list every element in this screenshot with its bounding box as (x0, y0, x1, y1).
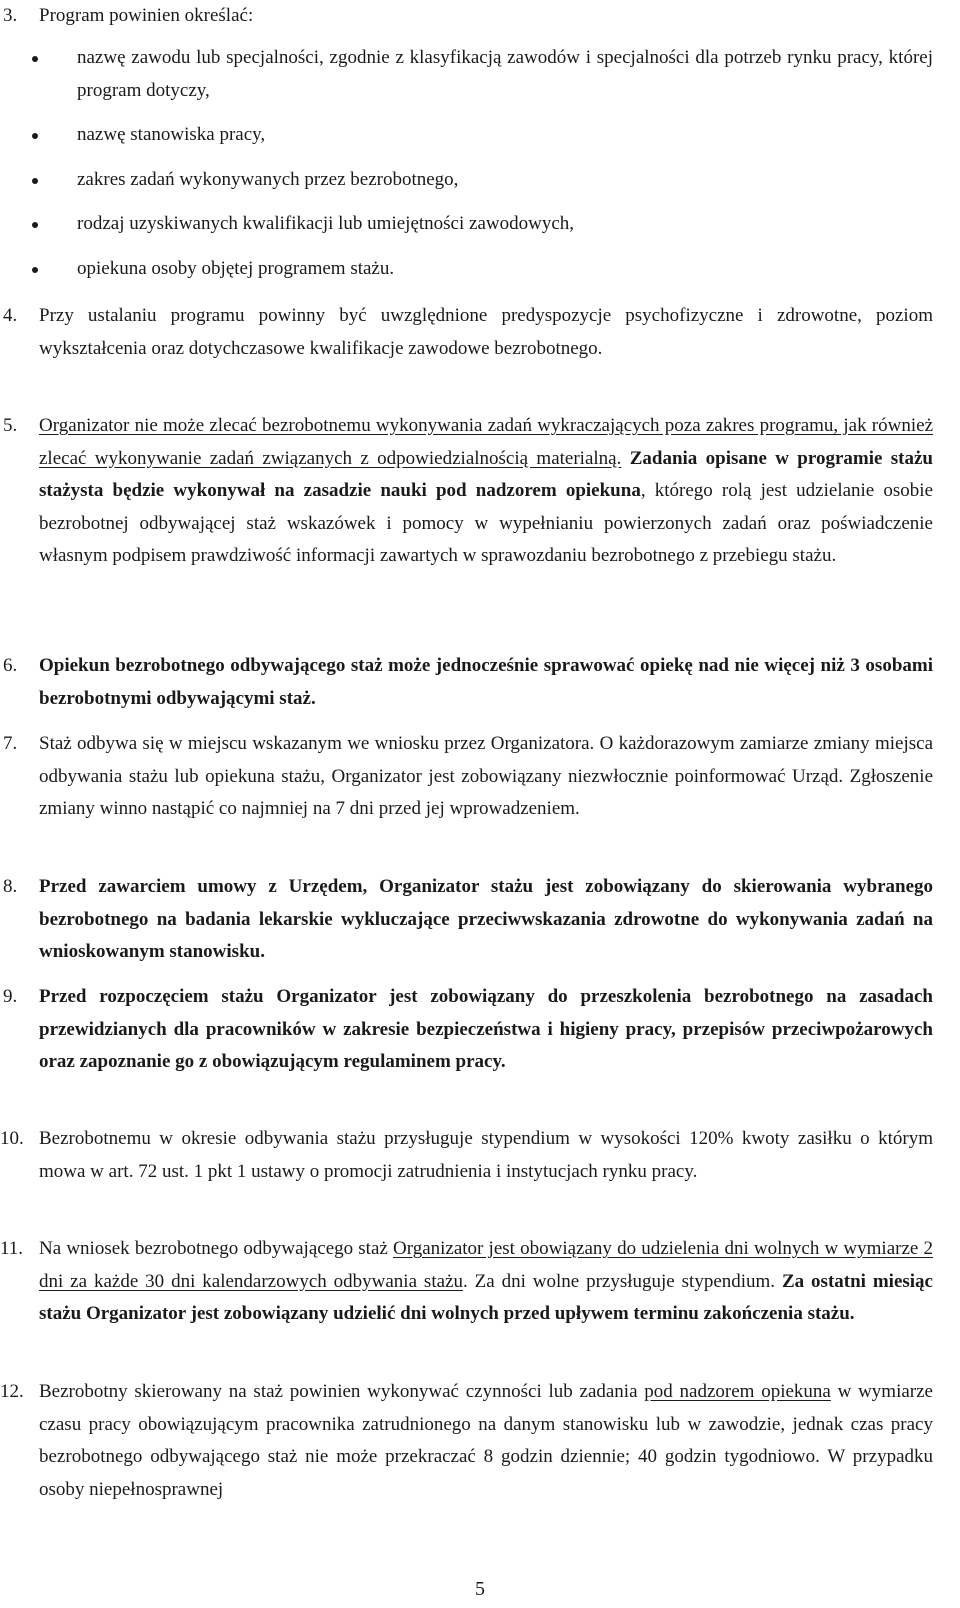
item-text: . Za dni wolne przysługuje stypendium. (462, 1270, 782, 1292)
item-text: Staż odbywa się w miejscu wskazanym we wniosku przez Organizatora. O każdorazowym zamiarze zmiany miejsca odbywania stażu lub opiekuna stażu, Organizator jest zobowiązany niezwłocznie poinformować Urząd. Zgłoszenie zmiany winno nastąpić co najmniej na 7 dni przed jej wprowadzeniem. (39, 733, 933, 819)
bullet-icon (32, 56, 38, 62)
bullet-item: nazwę zawodu lub specjalności, zgodnie z klasyfikacją zawodów i specjalności dla potrzeb rynku pracy, której program dotyczy, (77, 42, 933, 107)
bullet-item: opiekuna osoby objętej programem stażu. (77, 253, 933, 286)
item-text: Bezrobotny skierowany na staż powinien wykonywać czynności lub zadania (39, 1381, 645, 1402)
list-item-4 (3, 300, 933, 365)
list-item-8 (3, 871, 933, 969)
item-number: 8. (3, 876, 18, 897)
item-number: 5. (3, 415, 18, 436)
item-number: 12. (0, 1381, 24, 1402)
item-number: 10. (0, 1128, 24, 1149)
bullet-item: rodzaj uzyskiwanych kwalifikacji lub umiejętności zawodowych, (77, 208, 933, 241)
item-text: , którego rolą jest udzielanie osobie bezrobotnej odbywającej staż wskazówek i pomocy w wypełnianiu powierzonych zadań oraz poświadczenie własnym podpisem prawdziwość informacji zawartych w sprawozdaniu bezrobotnego z przebiegu stażu. (39, 480, 934, 566)
bullet-icon (32, 178, 38, 184)
list-item-6 (3, 650, 933, 715)
list-item-9 (3, 981, 933, 1079)
item-bold-text: Zadania opisane w programie stażu stażysta będzie wykonywał na zasadzie nauki pod nadzorem opiekuna (39, 447, 933, 501)
item-underlined-text: pod nadzorem opiekuna (644, 1381, 831, 1402)
bullet-icon (32, 222, 38, 228)
item-bold-text: Przed rozpoczęciem stażu Organizator jest zobowiązany do przeszkolenia bezrobotnego na zasadach przewidzianych dla pracowników w zakresie bezpieczeństwa i higieny pracy, przepisów przeciwpożarowych oraz zapoznanie go z obowiązującym regulaminem pracy. (39, 986, 933, 1072)
item-number: 6. (3, 655, 18, 676)
list-item-11 (0, 1233, 933, 1331)
item-number: 3. (3, 5, 18, 26)
bullet-item: nazwę stanowiska pracy, (77, 119, 933, 152)
item-number: 9. (3, 986, 18, 1007)
bullet-icon (32, 267, 38, 273)
item-text: w wymiarze czasu pracy obowiązującym pracownika zatrudnionego na danym stanowisku lub w zawodzie, jednak czas pracy bezrobotnego odbywającego staż nie może przekraczać 8 godzin dziennie; 40 godzin tygodniowo. W przypadku osoby niepełnosprawnej (39, 1381, 933, 1500)
item-text: Przy ustalaniu programu powinny być uwzględnione predyspozycje psychofizyczne i zdrowotne, poziom wykształcenia oraz dotychczasowe kwalifikacje zawodowe bezrobotnego. (39, 305, 933, 359)
list-item-12 (0, 1376, 933, 1506)
item-text: Bezrobotnemu w okresie odbywania stażu przysługuje stypendium w wysokości 120% kwoty zasiłku o którym mowa w art. 72 ust. 1 pkt 1 ustawy o promocji zatrudnienia i instytucjach rynku pracy. (39, 1128, 933, 1182)
item-bold-text: Przed zawarciem umowy z Urzędem, Organizator stażu jest zobowiązany do skierowania wybranego bezrobotnego na badania lekarskie wykluczające przeciwwskazania zdrowotne do wykonywania zadań na wnioskowanym stanowisku. (39, 876, 933, 962)
bullet-item: zakres zadań wykonywanych przez bezrobotnego, (77, 164, 933, 197)
list-item-7 (3, 728, 933, 826)
list-item-5 (3, 410, 934, 573)
item-number: 4. (3, 305, 18, 326)
item-text: Program powinien określać: (39, 5, 254, 26)
item-underlined-text: Organizator nie może zlecać bezrobotnemu wykonywania zadań wykraczających poza zakres programu, jak również zlecać wykonywanie zadań związanych z odpowiedzialnością materialną. (39, 415, 933, 469)
item-bold-text: Opiekun bezrobotnego odbywającego staż może jednocześnie sprawować opiekę nad nie więcej niż 3 osobami bezrobotnymi odbywającymi staż. (39, 655, 933, 709)
bullet-icon (32, 133, 38, 139)
list-item-3 (3, 0, 933, 33)
page-number: 5 (475, 1578, 485, 1600)
item-number: 11. (0, 1238, 24, 1259)
item-underlined-text: Organizator jest obowiązany do udzielenia dni wolnych w wymiarze 2 dni za każde 30 dni kalendarzowych odbywania stażu (39, 1238, 933, 1292)
item-number: 7. (3, 733, 18, 754)
bullet-list (77, 42, 933, 285)
list-item-10 (0, 1123, 933, 1188)
item-text: Na wniosek bezrobotnego odbywającego staż (39, 1238, 393, 1259)
item-bold-text: Za ostatni miesiąc stażu Organizator jest zobowiązany udzielić dni wolnych przed upływem terminu zakończenia stażu. (39, 1270, 933, 1324)
